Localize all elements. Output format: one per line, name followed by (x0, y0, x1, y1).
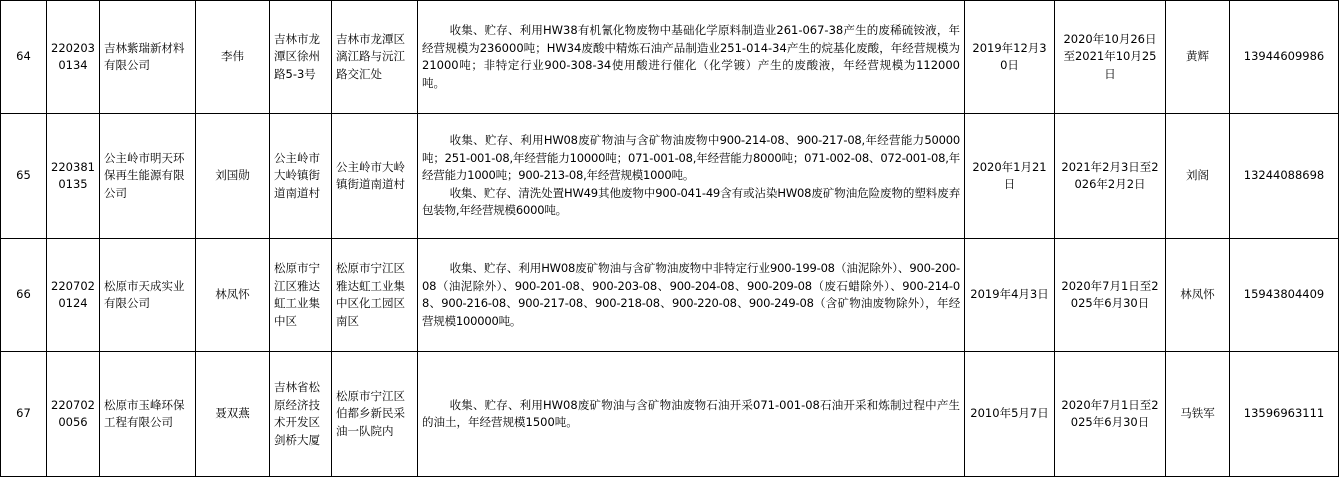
company-name: 松原市天成实业有限公司 (100, 239, 196, 352)
license-number: 2207020124 (47, 239, 100, 352)
table-row (1, 239, 1339, 352)
scope-paragraph: 收集、贮存、利用HW08废矿物油与含矿物油废物中非特定行业900-199-08（油泥除外）、900-200-08（油泥除外）、900-201-08、900-203-08、900-204-08、900-209-08（废石蜡除外）、900-214-08、900-216-08、900-217-08、900-218-08、900-220-08、900-249-08（含矿物油废物除外），年经营规模100000吨。 (422, 261, 960, 328)
scope-paragraph: 收集、贮存、清洗处置HW49其他废物中900-041-49含有或沾染HW08废矿物油危险废物的塑料废弃包装物,年经营规模6000吨。 (422, 185, 960, 218)
license-number: 2202030134 (47, 1, 100, 114)
row-number: 65 (1, 114, 47, 239)
legal-representative: 聂双燕 (196, 352, 270, 477)
scope-paragraph: 收集、贮存、利用HW08废矿物油与含矿物油废物石油开采071-001-08石油开采和炼制过程中产生的油土，年经营规模1500吨。 (422, 397, 960, 429)
registered-address: 吉林市龙潭区徐州路5-3号 (270, 1, 332, 114)
business-scope (418, 114, 965, 239)
registered-address: 吉林省松原经济技术开发区剑桥大厦 (270, 352, 332, 477)
row-number: 64 (1, 1, 47, 114)
company-name: 松原市玉峰环保工程有限公司 (100, 352, 196, 477)
license-number: 2203810135 (47, 114, 100, 239)
validity-period: 2020年10月26日至2021年10月25日 (1055, 1, 1166, 114)
license-number: 2207020056 (47, 352, 100, 477)
registered-address: 公主岭市大岭镇街道南道村 (270, 114, 332, 239)
issue-date: 2020年1月21日 (965, 114, 1055, 239)
operating-address: 松原市宁江区伯都乡新民采油一队院内 (332, 352, 418, 477)
phone-number: 15943804409 (1230, 239, 1339, 352)
issue-date: 2019年12月30日 (965, 1, 1055, 114)
contact-person: 黄辉 (1166, 1, 1230, 114)
table-row (1, 352, 1339, 477)
company-name: 吉林紫瑞新材料有限公司 (100, 1, 196, 114)
table-row (1, 114, 1339, 239)
contact-person: 刘阁 (1166, 114, 1230, 239)
business-scope (418, 1, 965, 114)
legal-representative: 李伟 (196, 1, 270, 114)
issue-date: 2010年5月7日 (965, 352, 1055, 477)
table-row (1, 1, 1339, 114)
row-number: 66 (1, 239, 47, 352)
registered-address: 松原市宁江区雅达虹工业集中区 (270, 239, 332, 352)
scope-paragraph: 收集、贮存、利用HW38有机氰化物废物中基础化学原料制造业261-067-38产生的废稀硫铵液，年经营规模为236000吨；HW34废酸中精炼石油产品制造业251-014-34产生的烷基化废酸，年经营规模为21000吨；非特定行业900-308-34使用酸进行催化（化学镀）产生的废酸液，年经营规模为112000吨。 (422, 23, 960, 90)
operating-address: 松原市宁江区雅达虹工业集中区化工园区南区 (332, 239, 418, 352)
validity-period: 2020年7月1日至2025年6月30日 (1055, 239, 1166, 352)
phone-number: 13944609986 (1230, 1, 1339, 114)
issue-date: 2019年4月3日 (965, 239, 1055, 352)
phone-number: 13244088698 (1230, 114, 1339, 239)
operating-address: 公主岭市大岭镇街道南道村 (332, 114, 418, 239)
legal-representative: 刘国勋 (196, 114, 270, 239)
validity-period: 2020年7月1日至2025年6月30日 (1055, 352, 1166, 477)
business-scope (418, 239, 965, 352)
legal-representative: 林凤怀 (196, 239, 270, 352)
phone-number: 13596963111 (1230, 352, 1339, 477)
operating-address: 吉林市龙潭区漓江路与沅江路交汇处 (332, 1, 418, 114)
contact-person: 马铁军 (1166, 352, 1230, 477)
scope-paragraph: 收集、贮存、利用HW08废矿物油与含矿物油废物中900-214-08、900-217-08,年经营能力50000吨；251-001-08,年经营能力10000吨；071-001-08,年经营能力8000吨；071-002-08、072-001-08,年经营能力1000吨；900-213-08,年经营规模1000吨。 (422, 133, 960, 183)
validity-period: 2021年2月3日至2026年2月2日 (1055, 114, 1166, 239)
business-scope (418, 352, 965, 477)
row-number: 67 (1, 352, 47, 477)
contact-person: 林凤怀 (1166, 239, 1230, 352)
company-name: 公主岭市明天环保再生能源有限公司 (100, 114, 196, 239)
